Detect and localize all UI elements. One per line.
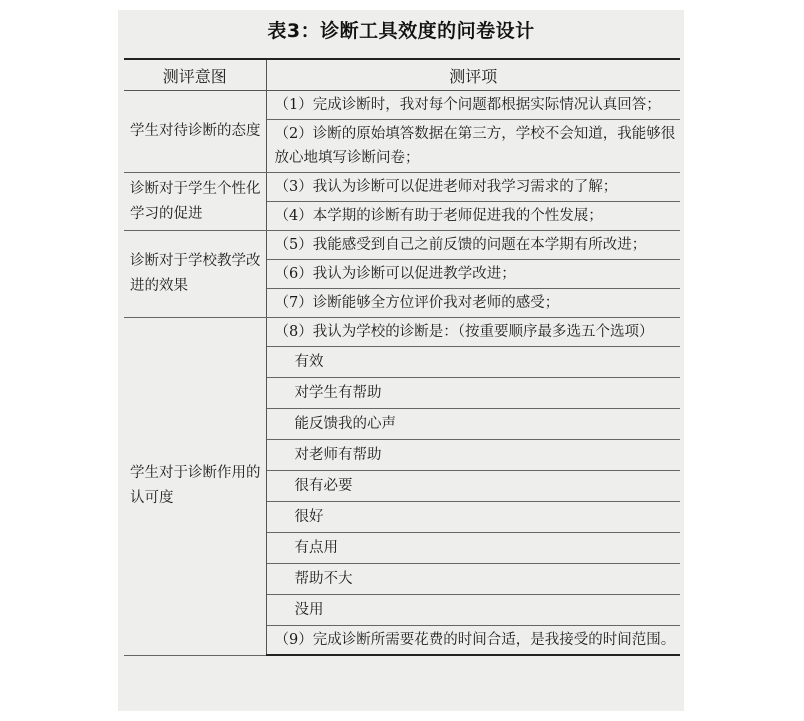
item-1: （1）完成诊断时，我对每个问题都根据实际情况认真回答； xyxy=(266,91,680,120)
option-helpful-students: 对学生有帮助 xyxy=(266,378,680,409)
item-2: （2）诊断的原始填答数据在第三方，学校不会知道，我能够很放心地填写诊断问卷； xyxy=(266,120,680,173)
category-teaching-improvement: 诊断对于学校教学改进的效果 xyxy=(124,231,266,318)
category-attitude: 学生对待诊断的态度 xyxy=(124,91,266,173)
option-useless: 没用 xyxy=(266,595,680,626)
table-card xyxy=(118,10,684,711)
option-voice: 能反馈我的心声 xyxy=(266,409,680,440)
item-6: （6）我认为诊断可以促进教学改进； xyxy=(266,260,680,289)
table-row xyxy=(124,91,680,120)
header-intent: 测评意图 xyxy=(124,59,266,91)
header-row xyxy=(124,59,680,91)
category-recognition: 学生对于诊断作用的认可度 xyxy=(124,318,266,656)
item-5: （5）我能感受到自己之前反馈的问题在本学期有所改进； xyxy=(266,231,680,260)
option-necessary: 很有必要 xyxy=(266,471,680,502)
item-9: （9）完成诊断所需要花费的时间合适，是我接受的时间范围。 xyxy=(266,626,680,656)
table-title: 表3：诊断工具效度的问卷设计 xyxy=(267,20,535,42)
option-somewhat-useful: 有点用 xyxy=(266,533,680,564)
option-helpful-teachers: 对老师有帮助 xyxy=(266,440,680,471)
item-3: （3）我认为诊断可以促进老师对我学习需求的了解； xyxy=(266,173,680,202)
option-not-much-help: 帮助不大 xyxy=(266,564,680,595)
item-4: （4）本学期的诊断有助于老师促进我的个性发展； xyxy=(266,202,680,231)
item-7: （7）诊断能够全方位评价我对老师的感受； xyxy=(266,289,680,318)
header-items: 测评项 xyxy=(266,59,680,91)
item-8: （8）我认为学校的诊断是：（按重要顺序最多选五个选项） xyxy=(266,318,680,347)
option-good: 很好 xyxy=(266,502,680,533)
option-effective: 有效 xyxy=(266,347,680,378)
category-personalized-learning: 诊断对于学生个性化学习的促进 xyxy=(124,173,266,231)
questionnaire-table xyxy=(124,58,680,656)
table-row xyxy=(124,318,680,347)
table-row xyxy=(124,231,680,260)
table-row xyxy=(124,173,680,202)
